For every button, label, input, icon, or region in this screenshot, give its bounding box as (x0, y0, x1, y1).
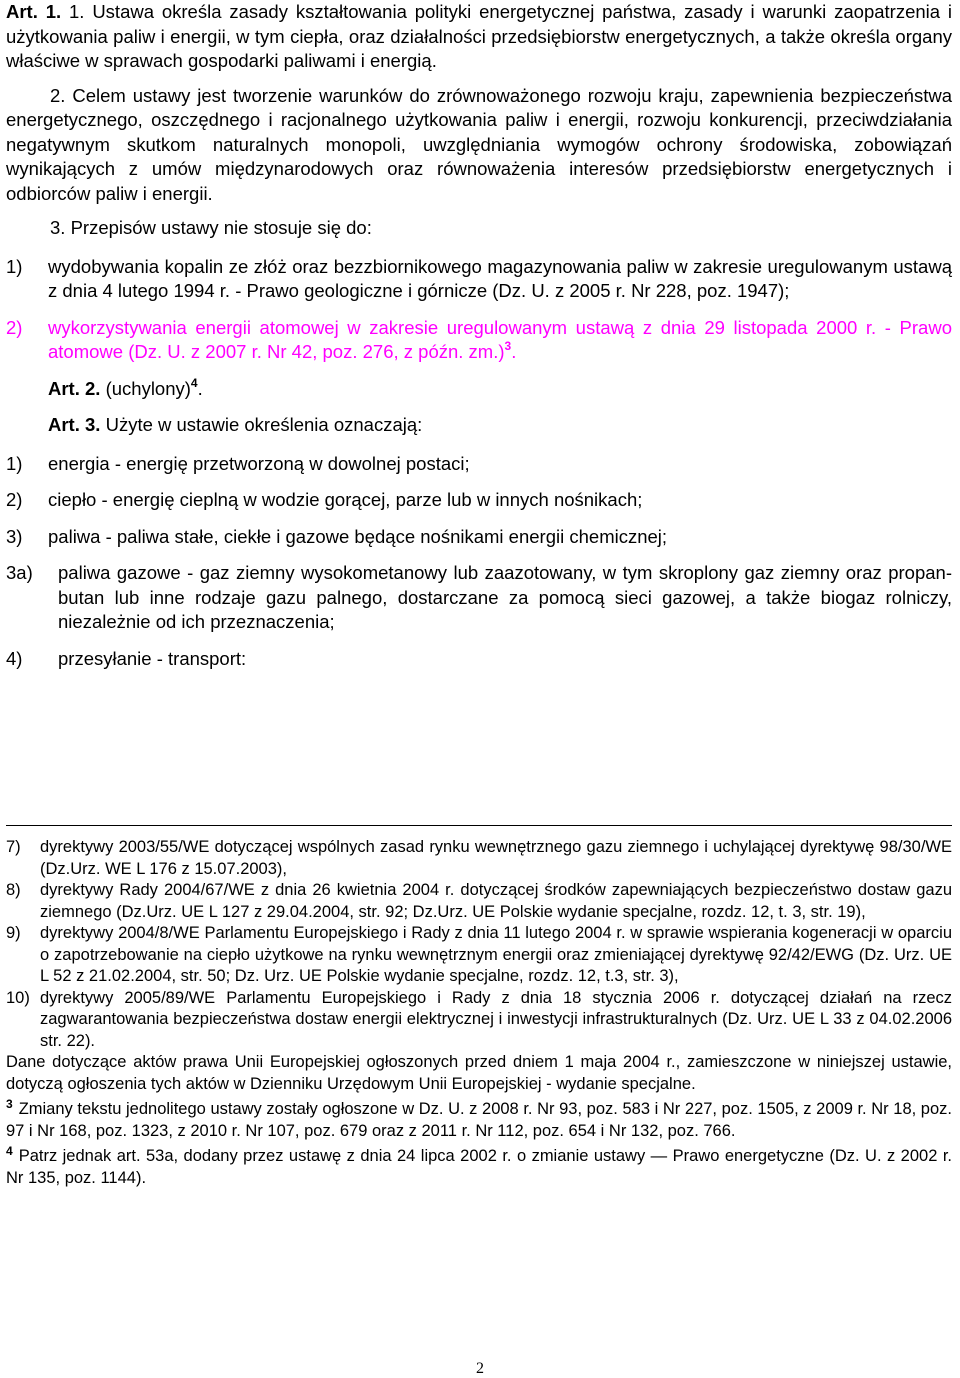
amended-text: wykorzystywania energii atomowej w zakresie uregulowanym ustawą z dnia 29 listopada 2000 r. - Prawo atomowe (Dz. U. z 2007 r. Nr 42, poz. 276, z późn. zm.) (48, 316, 952, 362)
footnote-list-text: dyrektywy 2005/89/WE Parlamentu Europejskiego i Rady z dnia 18 stycznia 2006 r. dotyczącej działań na rzecz zagwarantowania bezpieczeństwa dostaw energii elektrycznej i inwestycji infrastrukturalnych (Dz. Urz. UE L 33 z 04.02.2006 str. 22). (40, 988, 952, 1050)
art2-text: (uchylony) (105, 377, 191, 399)
art1-exclusion-item-2 (6, 316, 952, 365)
footnote-4-mark: 4 (6, 1144, 13, 1158)
footnote-3-text: Zmiany tekstu jednolitego ustawy zostały ogłoszone w Dz. U. z 2008 r. Nr 93, poz. 583 i Nr 227, poz. 1505, z 2009 r. Nr 18, poz. 97 i Nr 168, poz. 1323, z 2010 r. Nr 107, poz. 679 oraz z 2011 r. Nr 112, poz. 654 i Nr 132, poz. 766. (6, 1100, 952, 1140)
footnotes (6, 837, 952, 1189)
definition-item-4 (6, 647, 952, 672)
art1-paragraph-3 (6, 216, 952, 241)
list-text-amended (48, 316, 952, 365)
art2-heading: Art. 2. (48, 377, 101, 399)
footnote-list-number: 7) (6, 838, 21, 856)
art3-intro: Użyte w ustawie określenia oznaczają: (105, 414, 423, 435)
footnote-list-text: dyrektywy Rady 2004/67/WE z dnia 26 kwietnia 2004 r. dotyczącej środków zapewniających bezpieczeństwo dostaw gazu ziemnego (Dz.Urz. UE L 127 z 29.04.2004, str. 92; Dz.Urz. UE Polskie wydanie specjalne, rozdz. 12, t. 3, str. 19), (40, 881, 952, 921)
footnote-list-number: 8) (6, 881, 21, 899)
document-page (6, 0, 953, 1187)
list-text: paliwa - paliwa stałe, ciekłe i gazowe będące nośnikami energii chemicznej; (48, 525, 668, 547)
definition-item-3 (6, 525, 952, 550)
footnote-list-item (6, 988, 952, 1053)
footnote-ref-4[interactable]: 4 (190, 375, 198, 390)
footnote-3-mark: 3 (6, 1097, 13, 1111)
definition-item-3a (6, 561, 952, 635)
footnote-list-item (6, 880, 952, 923)
list-text: przesyłanie - transport: (58, 647, 247, 669)
art1-p2-text: Celem ustawy jest tworzenie warunków do zrównoważonego rozwoju kraju, zapewnienia bezpieczeństwa energetycznego, oszczędnego i racjonalnego użytkowania paliw i energii, rozwoju konkurencji, przeciwdziałania negatywnym skutkom naturalnych monopoli, uwzględniania wymogów ochrony środowiska, zobowiązań wynikających z umów międzynarodowych oraz równoważenia interesów przedsiębiorstw energetycznych i odbiorców paliw i energii. (6, 84, 953, 204)
definition-item-2 (6, 488, 952, 513)
list-text: energia - energię przetworzoną w dowolnej postaci; (48, 452, 470, 474)
art1-p3-number: 3. (50, 217, 66, 238)
art1-p1-number: 1. (69, 1, 85, 22)
list-text: ciepło - energię cieplną w wodzie gorącej, parze lub w innych nośnikach; (48, 489, 643, 510)
list-number: 3a) (6, 562, 33, 583)
footnote-list-text: dyrektywy 2004/8/WE Parlamentu Europejskiego i Rady z dnia 11 lutego 2004 r. w sprawie wspierania kogeneracji w oparciu o zapotrzebowanie na ciepło użytkowe na rynku wewnętrznym energii oraz zmieniającej dyrektywę 92/42/EWG (Dz. Urz. UE L 52 z 21.02.2004, str. 50; Dz. Urz. UE Polskie wydanie specjalne, rozdz. 12, t.3, str. 3), (40, 924, 952, 985)
list-text: paliwa gazowe - gaz ziemny wysokometanowy lub zaazotowany, w tym skroplony gaz ziemny oraz propan-butan lub inne rodzaje gazu palnego, dostarczane za pomocą sieci gazowej, a także biogaz rolniczy, niezależnie od ich przeznaczenia; (58, 562, 952, 632)
footnote-4 (6, 1146, 952, 1189)
art1-p1-text: Ustawa określa zasady kształtowania polityki energetycznej państwa, zasady i warunki zaopatrzenia i użytkowania paliw i energii, w tym ciepła, oraz działalności przedsiębiorstw energetycznych, a także określa organy właściwe w sprawach gospodarki paliwami i energią. (6, 1, 953, 71)
list-number: 2) (6, 489, 23, 510)
footnote-list-number: 9) (6, 924, 21, 942)
footnote-list-text: dyrektywy 2003/55/WE dotyczącej wspólnych zasad rynku wewnętrznego gazu ziemnego i uchylającej dyrektywę 98/30/WE (Dz.Urz. WE L 176 z 15.07.2003), (40, 838, 952, 878)
footnote-closing: Dane dotyczące aktów prawa Unii Europejskiej ogłoszonych przed dniem 1 maja 2004 r., zamieszczone w niniejszej ustawie, dotyczą ogłoszenia tych aktów w Dzienniku Urzędowym Unii Europejskiej - wydanie specjalne. (6, 1053, 952, 1093)
list-number: 3) (6, 525, 23, 547)
list-number: 1) (6, 255, 23, 277)
art1-paragraph-2 (6, 84, 952, 207)
art3-line (6, 413, 952, 438)
footnote-list-item (6, 923, 952, 988)
art3-heading: Art. 3. (48, 414, 101, 435)
list-number: 2) (6, 316, 23, 338)
art1-p2-number: 2. (50, 84, 66, 106)
footnote-separator (6, 825, 952, 826)
art1-paragraph-1 (6, 0, 952, 74)
footnote-ref-3[interactable]: 3 (504, 339, 512, 353)
art1-p3-text: Przepisów ustawy nie stosuje się do: (70, 217, 372, 238)
art1-exclusion-item-1 (6, 255, 952, 304)
page-number: 2 (476, 1360, 484, 1377)
definition-item-1 (6, 452, 952, 477)
footnote-4-text: Patrz jednak art. 53a, dodany przez ustawę z dnia 24 lipca 2002 r. o zmianie ustawy ― Prawo energetyczne (Dz. U. z 2002 r. Nr 135, poz. 1144). (6, 1147, 952, 1187)
list-number: 4) (6, 647, 23, 669)
art2-line (6, 377, 952, 402)
footnote-list-number: 10) (6, 988, 30, 1007)
sentence-end: . (197, 377, 203, 399)
sentence-end: . (511, 341, 517, 362)
art1-heading: Art. 1. (6, 1, 62, 22)
list-number: 1) (6, 452, 23, 474)
footnote-list-item (6, 837, 952, 880)
footnote-3 (6, 1099, 952, 1142)
list-text: wydobywania kopalin ze złóż oraz bezzbiornikowego magazynowania paliw w zakresie uregulowanym ustawą z dnia 4 lutego 1994 r. - Prawo geologiczne i górnicze (Dz. U. z 2005 r. Nr 228, poz. 1947); (48, 255, 952, 301)
